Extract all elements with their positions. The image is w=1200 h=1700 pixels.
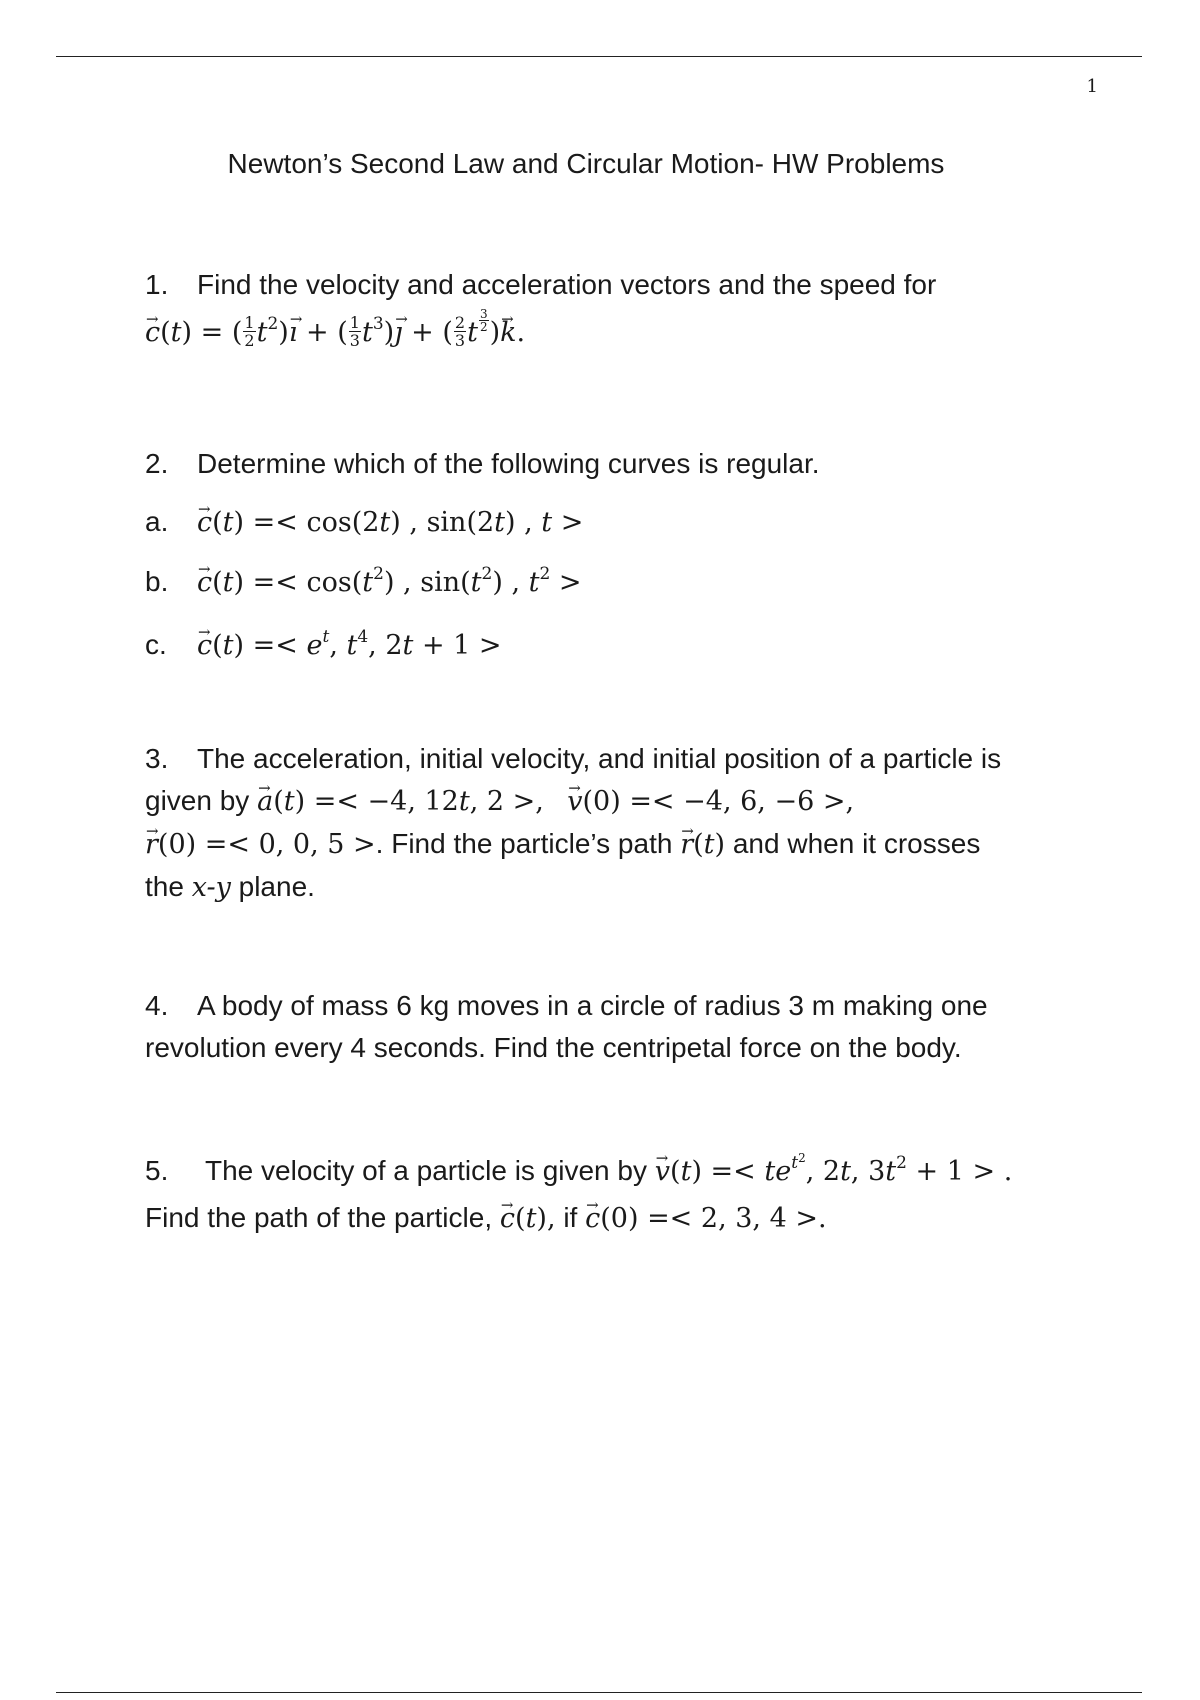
item-label: a. [145, 506, 169, 537]
problem-text: The acceleration, initial velocity, and initial position of a particle is [197, 743, 1002, 774]
problem-4 [145, 985, 1105, 1069]
problem-text: given by [145, 785, 250, 816]
page-number: 1 [1086, 76, 1098, 97]
curve-formula-a: → c(t) =< cos(2t) , sin(2t) , t > [197, 507, 583, 538]
problem-text: revolution every 4 seconds. Find the centripetal force on the body. [145, 1032, 962, 1063]
problem-number: 1. [145, 269, 169, 300]
plane-variable: x-y [191, 872, 231, 903]
footer-rule [56, 1692, 1142, 1693]
list-item [145, 501, 1105, 544]
header-rule [56, 56, 1142, 57]
problem-text: if [563, 1202, 578, 1233]
velocity-formula: → $v(t) =< te^{t^2}$, 2t, $3t^2 + 1$ > . [655, 1156, 1013, 1187]
path-formula: → r(t) [680, 829, 725, 860]
problem-text: and when it crosses [732, 828, 981, 859]
problem-number: 4. [145, 990, 169, 1021]
problem-text: Find the velocity and acceleration vectors and the speed for [197, 269, 937, 300]
problem-5 [145, 1150, 1105, 1240]
path-formula: → c(t), [500, 1203, 556, 1234]
initial-condition: → c(0) =< 2, 3, 4 >. [585, 1203, 826, 1234]
problem-number: 3. [145, 743, 169, 774]
problem-text: A body of mass 6 kg moves in a circle of radius 3 m making one [197, 990, 988, 1021]
problem-3 [145, 738, 1105, 909]
curve-formula-b: → $c(t) =< \cos(t^2)$ , $\sin(t^2)$ , $t^2$ > [197, 567, 582, 598]
problem-1 [145, 264, 1105, 357]
problem-text: . Find the particle’s path [375, 828, 673, 859]
list-item [145, 561, 1105, 607]
problem-text: Determine which of the following curves is regular. [197, 448, 820, 479]
problem-text: the [145, 871, 184, 902]
list-item [145, 624, 1105, 670]
problem-number: 2. [145, 448, 169, 479]
problem-text: Find the path of the particle, [145, 1202, 493, 1233]
curve-formula-c: → $c(t) =< e^t$, $t^4$, 2t + 1 > [197, 630, 502, 661]
position-formula: → r(0) =< 0, 0, 5 > [145, 829, 376, 860]
problem-number: 5. [145, 1155, 169, 1186]
item-label: c. [145, 629, 167, 660]
problem-1-formula: → c(t) = ( $\frac{1}{2}$ $t^2)\to$ ı + ( $\frac{1}{3}$ $t^3)\to$ ȷ + ( $\frac{2}{3}$ t $^{\frac{3}{2}}$ )→ k. [145, 312, 1105, 357]
problem-2 [145, 443, 1105, 687]
page-title: Newton’s Second Law and Circular Motion- HW Problems [227, 148, 945, 179]
problem-text: The velocity of a particle is given by [205, 1155, 647, 1186]
acceleration-formula: → a(t) =< −4, 12t, 2 >, [257, 786, 544, 817]
problem-text: plane. [238, 871, 315, 902]
velocity-formula: → v(0) =< −4, 6, −6 >, [567, 786, 854, 817]
item-label: b. [145, 566, 169, 597]
